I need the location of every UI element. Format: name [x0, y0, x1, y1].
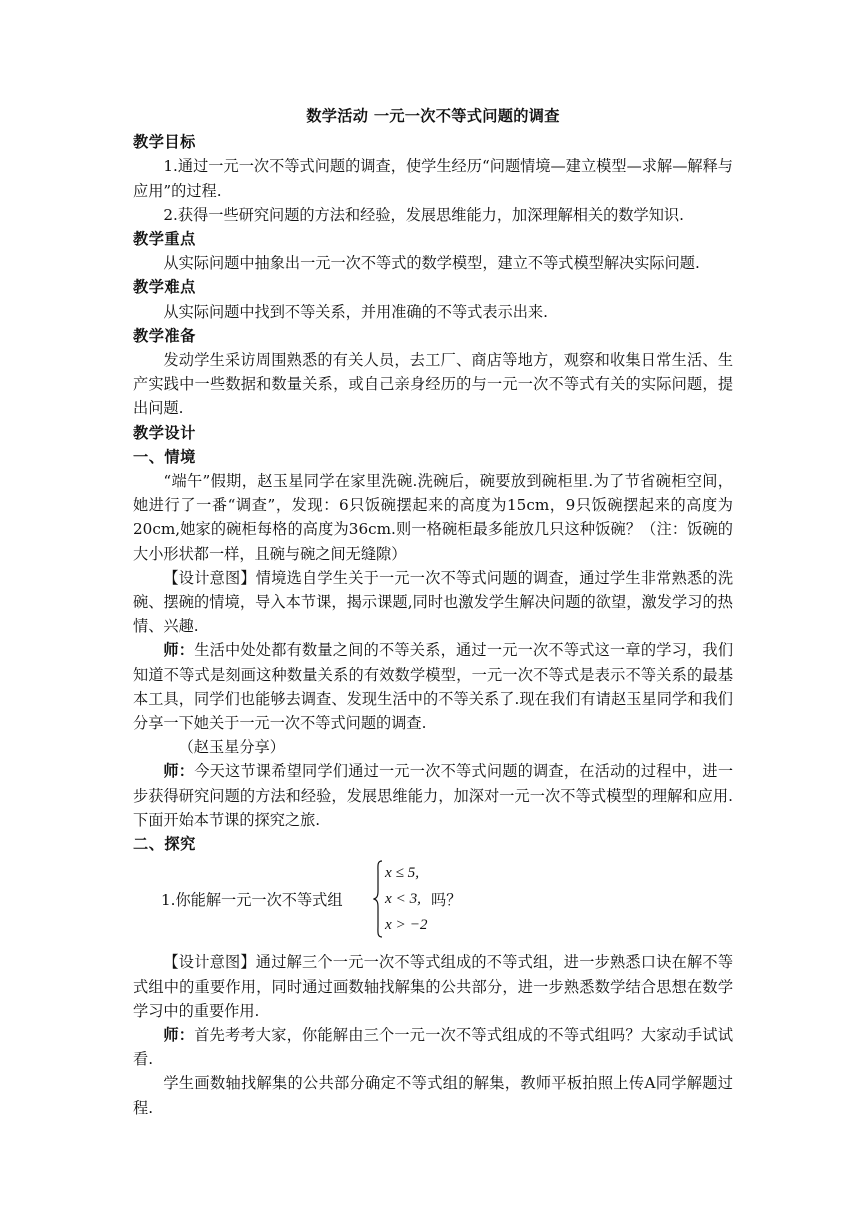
teacher-remark-2-text: 今天这节课希望同学们通过一元一次不等式问题的调查，在活动的过程中，进一步获得研究问题的方法和经验，发展思维能力，加深对一元一次不等式模型的理解和应用.下面开始本节课的探究之旅.: [133, 762, 734, 829]
share-note: （赵玉星分享）: [178, 738, 285, 757]
teacher-label: 师：: [163, 762, 195, 781]
preparation-text: 发动学生采访周围熟悉的有关人员，去工厂、商店等地方，观察和收集日常生活、生产实践中一些数据和数量关系，或自己亲身经历的与一元一次不等式有关的实际问题，提出问题.: [133, 351, 733, 418]
design-heading: 教学设计: [133, 423, 196, 442]
goal-item-2: 2.获得一些研究问题的方法和经验，发展思维能力，加深理解相关的数学知识.: [163, 205, 684, 224]
document-body: [133, 104, 733, 1120]
section1-heading: 一、情境: [133, 447, 196, 466]
preparation-heading: 教学准备: [133, 326, 196, 345]
key-points-text: 从实际问题中抽象出一元一次不等式的数学模型，建立不等式模型解决实际问题.: [163, 254, 700, 273]
question-lead: 1.你能解一元一次不等式组: [161, 891, 343, 910]
inequality-line-2: x < 3,: [385, 890, 421, 908]
scenario-text: “端午”假期，赵玉星同学在家里洗碗.洗碗后，碗要放到碗柜里.为了节省碗柜空间，她进行了一番“调查”，发现：6只饭碗摆起来的高度为15cm，9只饭碗摆起来的高度为20cm,她家的碗柜每格的高度为36cm.则一格碗柜最多能放几只这种饭碗？（注：饭碗的大小形状都一样，且碗与碗之间无缝隙）: [133, 472, 733, 563]
document-title: 数学活动 一元一次不等式问题的调查: [306, 107, 560, 125]
section2-intent: 【设计意图】通过解三个一元一次不等式组成的不等式组，进一步熟悉口诀在解不等式组中的重要作用，同时通过画数轴找解集的公共部分，进一步熟悉数学结合思想在数学学习中的重要作用.: [133, 953, 733, 1020]
teacher-remark-3: [133, 1023, 733, 1071]
section1-intent: 【设计意图】情境选自学生关于一元一次不等式问题的调查，通过学生非常熟悉的洗碗、摆碗的情境，导入本节课，揭示课题,同时也激发学生解决问题的欲望，激发学习的热情、兴趣.: [133, 568, 733, 636]
teacher-remark-1-text: 生活中处处都有数量之间的不等关系，通过一元一次不等式这一章的学习，我们知道不等式是刻画这种数量关系的有效数学模型，一元一次不等式是表示不等关系的最基本工具，同学们也能够去调查、发现生活中的不等关系了.现在我们有请赵玉星同学和我们分享一下她关于一元一次不等式问题的调查.: [133, 641, 734, 733]
teacher-label: 师：: [163, 1025, 195, 1044]
goals-heading: 教学目标: [133, 133, 196, 152]
teacher-remark-1: [133, 638, 733, 735]
teacher-remark-3-text: 首先考考大家，你能解由三个一元一次不等式组成的不等式组吗？大家动手试试看.: [133, 1025, 734, 1069]
teacher-label: 师：: [163, 641, 195, 660]
inequality-system-question: [133, 860, 733, 944]
goal-item-1: 1.通过一元一次不等式问题的调查，使学生经历“问题情境—建立模型—求解—解释与应用”的过程.: [133, 157, 733, 200]
teacher-remark-2: [133, 759, 733, 832]
inequality-lines: [385, 860, 427, 938]
section2-heading: 二、探究: [133, 835, 196, 854]
inequality-line-1: x ≤ 5,: [385, 864, 420, 882]
key-points-heading: 教学重点: [133, 230, 196, 249]
difficulty-text: 从实际问题中找到不等关系，并用准确的不等式表示出来.: [163, 302, 548, 321]
difficulty-heading: 教学难点: [133, 278, 196, 297]
question-tail: 吗？: [431, 891, 462, 910]
left-brace-icon: [373, 860, 383, 938]
student-activity-text: 学生画数轴找解集的公共部分确定不等式组的解集，教师平板拍照上传A同学解题过程.: [133, 1074, 733, 1117]
inequality-line-3: x > −2: [385, 916, 428, 934]
